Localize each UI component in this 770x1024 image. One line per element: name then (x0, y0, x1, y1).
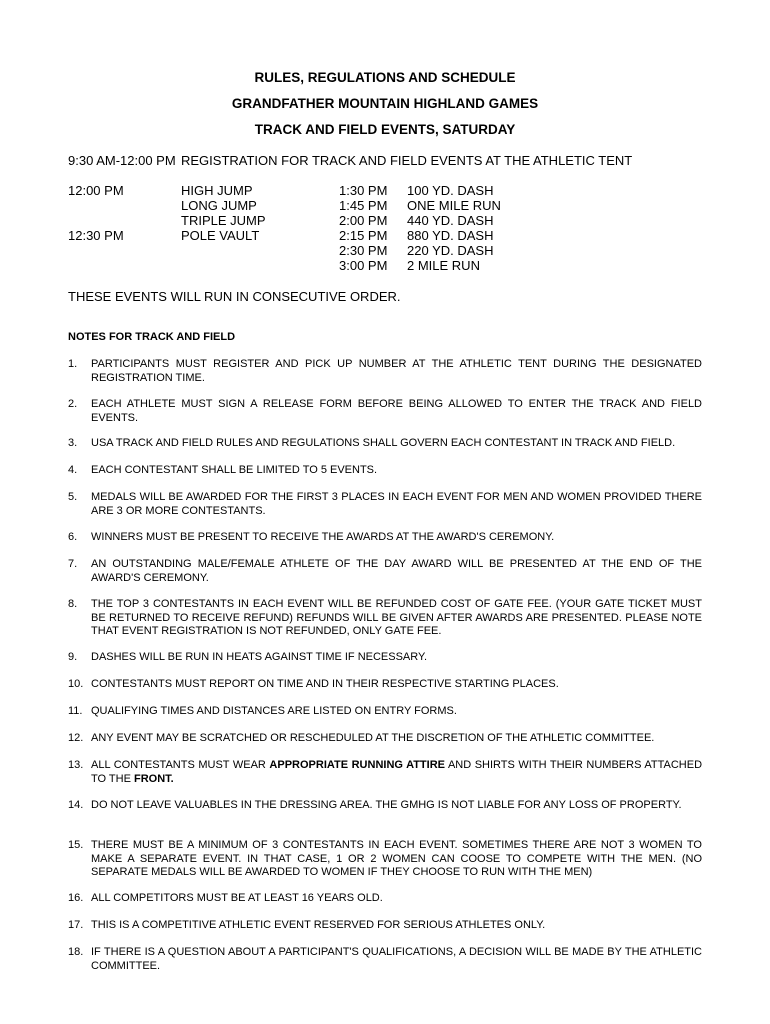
schedule-time: 12:00 PM (68, 183, 124, 198)
note-number: 8. (68, 598, 78, 610)
note-item (68, 919, 702, 933)
schedule-event: ONE MILE RUN (407, 198, 501, 213)
note-item (68, 705, 702, 719)
schedule-time: 2:00 PM (339, 213, 388, 228)
event-name-title: GRANDFATHER MOUNTAIN HIGHLAND GAMES (231, 96, 539, 111)
note-text: DO NOT LEAVE VALUABLES IN THE DRESSING AREA. THE GMHG IS NOT LIABLE FOR ANY LOSS OF PROPERTY. (91, 799, 682, 811)
note-text: AN OUTSTANDING MALE/FEMALE ATHLETE OF THE DAY AWARD WILL BE PRESENTED AT THE END OF THE AWARD'S CEREMONY. (91, 558, 702, 584)
schedule-time: 2:30 PM (339, 243, 388, 258)
note-text: QUALIFYING TIMES AND DISTANCES ARE LISTED ON ENTRY FORMS. (91, 705, 457, 717)
schedule-event: 440 YD. DASH (407, 213, 494, 228)
schedule-time (68, 198, 124, 213)
schedule-event: 220 YD. DASH (407, 243, 494, 258)
note-text: IF THERE IS A QUESTION ABOUT A PARTICIPANT'S QUALIFICATIONS, A DECISION WILL BE MADE BY THE ATHLETIC COMMITTEE. (91, 946, 702, 972)
schedule-time: 1:30 PM (339, 183, 388, 198)
note-number: 15. (68, 839, 84, 851)
note-text: WINNERS MUST BE PRESENT TO RECEIVE THE AWARDS AT THE AWARD'S CEREMONY. (91, 531, 555, 543)
note-number: 18. (68, 946, 84, 958)
schedule-event: LONG JUMP (181, 198, 257, 213)
note-item (68, 678, 702, 692)
note-item (68, 358, 702, 385)
note-text: THIS IS A COMPETITIVE ATHLETIC EVENT RESERVED FOR SERIOUS ATHLETES ONLY. (91, 919, 546, 931)
emphasis-front: FRONT. (134, 772, 174, 785)
notes-heading: NOTES FOR TRACK AND FIELD (68, 331, 236, 343)
document-title: RULES, REGULATIONS AND SCHEDULE (254, 70, 516, 85)
note-text: EACH ATHLETE MUST SIGN A RELEASE FORM BEFORE BEING ALLOWED TO ENTER THE TRACK AND FIELD EVENTS. (91, 398, 702, 424)
note-number: 11. (68, 705, 83, 717)
note-number: 3. (68, 437, 78, 449)
emphasis-attire: APPROPRIATE RUNNING ATTIRE (269, 759, 445, 771)
note-item (68, 598, 702, 639)
note-item (68, 531, 702, 545)
note-text: PARTICIPANTS MUST REGISTER AND PICK UP NUMBER AT THE ATHLETIC TENT DURING THE DESIGNATED REGISTRATION TIME. (91, 358, 702, 384)
track-times-column (339, 183, 387, 273)
note-number: 12. (68, 732, 84, 744)
consecutive-order-note: THESE EVENTS WILL RUN IN CONSECUTIVE ORDER. (68, 289, 401, 304)
registration-line (68, 153, 632, 169)
note-item (68, 491, 702, 518)
note-number: 4. (68, 464, 78, 476)
note-item (68, 732, 702, 746)
note-text: ALL CONTESTANTS MUST WEAR APPROPRIATE RUNNING ATTIRE AND SHIRTS WITH THEIR NUMBERS ATTACHED TO THE FRONT. (91, 759, 703, 785)
note-text: EACH CONTESTANT SHALL BE LIMITED TO 5 EVENTS. (91, 464, 378, 476)
note-item (68, 558, 702, 585)
note-number: 14. (68, 799, 84, 811)
note-number: 17. (68, 919, 84, 931)
schedule-event: TRIPLE JUMP (181, 213, 266, 228)
note-text: ANY EVENT MAY BE SCRATCHED OR RESCHEDULED AT THE DISCRETION OF THE ATHLETIC COMMITTEE. (91, 732, 655, 744)
schedule-time: 3:00 PM (339, 258, 388, 273)
note-text: DASHES WILL BE RUN IN HEATS AGAINST TIME IF NECESSARY. (91, 651, 427, 663)
note-text: USA TRACK AND FIELD RULES AND REGULATIONS SHALL GOVERN EACH CONTESTANT IN TRACK AND FIELD. (91, 437, 676, 449)
registration-text: REGISTRATION FOR TRACK AND FIELD EVENTS AT THE ATHLETIC TENT (181, 153, 633, 168)
track-events-column (407, 183, 501, 273)
note-item (68, 651, 702, 665)
note-item (68, 892, 702, 906)
schedule-event: HIGH JUMP (181, 183, 253, 198)
field-times-column (68, 183, 124, 243)
note-text: ALL COMPETITORS MUST BE AT LEAST 16 YEARS OLD. (91, 892, 383, 904)
schedule-event: 880 YD. DASH (407, 228, 494, 243)
note-number: 13. (68, 759, 84, 771)
registration-time: 9:30 AM-12:00 PM (68, 153, 176, 168)
note-item (68, 464, 702, 478)
schedule-event: POLE VAULT (181, 228, 260, 243)
note-number: 1. (68, 358, 78, 370)
field-events-column (181, 183, 266, 243)
note-number: 5. (68, 491, 78, 503)
schedule-time (68, 213, 124, 228)
note-text: THE TOP 3 CONTESTANTS IN EACH EVENT WILL BE REFUNDED COST OF GATE FEE. (YOUR GATE TICKET MUST BE RETURNED TO RECEIVE REFUND) REFUNDS WILL BE GIVEN AFTER AWARDS ARE PRESENTED. PLEASE NOTE THAT EVENT REGISTRATION IS NOT REFUNDED, ONLY GATE FEE. (91, 598, 702, 637)
schedule-event: 100 YD. DASH (407, 183, 494, 198)
note-number: 16. (68, 892, 84, 904)
schedule-time: 1:45 PM (339, 198, 388, 213)
schedule-event: 2 MILE RUN (407, 258, 480, 273)
note-item (68, 437, 702, 451)
section-title: TRACK AND FIELD EVENTS, SATURDAY (254, 122, 516, 137)
note-text: MEDALS WILL BE AWARDED FOR THE FIRST 3 PLACES IN EACH EVENT FOR MEN AND WOMEN PROVIDED THERE ARE 3 OR MORE CONTESTANTS. (91, 491, 702, 517)
note-item (68, 839, 702, 880)
note-item (68, 759, 702, 786)
note-number: 2. (68, 398, 78, 410)
note-number: 7. (68, 558, 78, 570)
schedule-time: 12:30 PM (68, 228, 124, 243)
note-item (68, 946, 702, 973)
schedule-time: 2:15 PM (339, 228, 388, 243)
note-text: THERE MUST BE A MINIMUM OF 3 CONTESTANTS IN EACH EVENT. SOMETIMES THERE ARE NOT 3 WOMEN TO MAKE A SEPARATE EVENT. IN THAT CASE, 1 OR 2 WOMEN CAN COOSE TO COMPETE WITH THE MEN. (NO SEPARATE MEDALS WILL BE AWARDED TO WOMEN IF THEY CHOOSE TO RUN WITH THE MEN) (91, 839, 702, 878)
note-number: 6. (68, 531, 78, 543)
note-number: 10. (68, 678, 84, 690)
note-text: CONTESTANTS MUST REPORT ON TIME AND IN THEIR RESPECTIVE STARTING PLACES. (91, 678, 559, 690)
note-item (68, 398, 702, 425)
note-number: 9. (68, 651, 78, 663)
note-item (68, 799, 702, 813)
